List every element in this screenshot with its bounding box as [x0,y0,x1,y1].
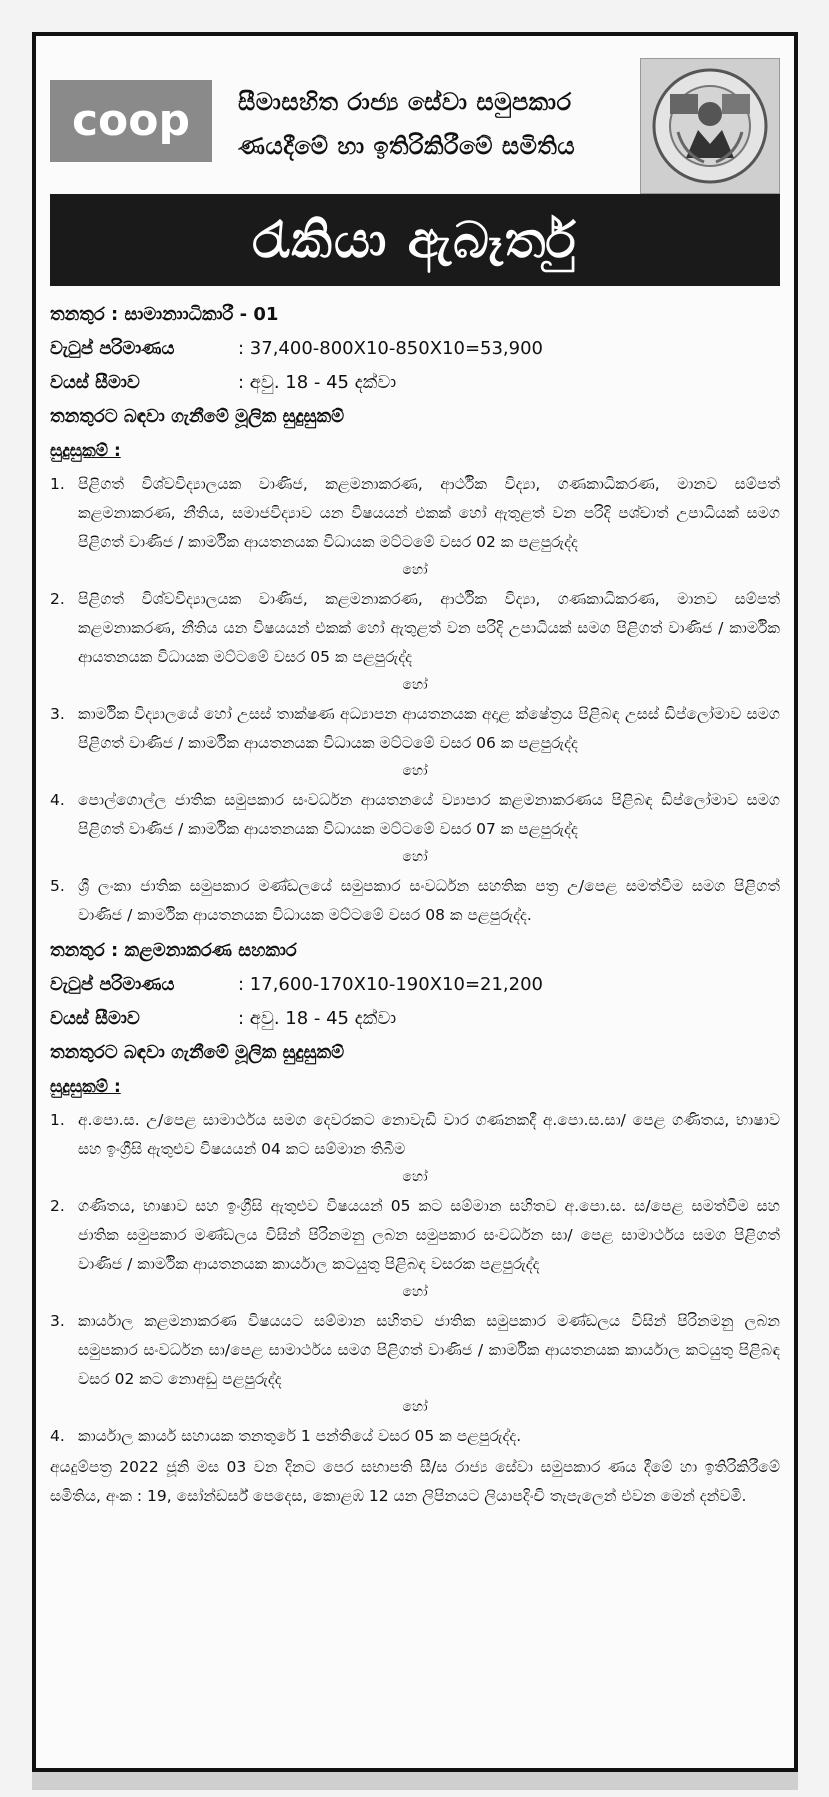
advertisement-frame [32,32,798,1772]
item-number: 1. [50,475,65,493]
post1-salary [50,332,780,366]
post1-age-label: වයස් සීමාව [50,372,140,393]
organization-name-line1: සීමාසහිත රාජ්‍ය සේවා සමුපකාර [238,88,572,116]
application-instructions: අයදුම්පත්‍ර 2022 ජූනි මස 03 වන දිනට පෙර සභාපති සී/ස රාජ්‍ය සේවා සමුපකාර ණය දීමේ හා ඉතිරිකිරීමේ සමිතිය, අංක : 19, සෝන්ඩර්ස් පෙදෙස, කොළඹ 12 යන ලිපිනයට ලියාපදිංචි තැපැලෙන් එවන මෙන් දන්වමි. [50,1458,780,1505]
post1-age [50,366,780,400]
list-item [50,700,780,758]
list-item [50,1307,780,1394]
vacancies-banner [50,194,780,286]
post1-age-value: : අවු. 18 - 45 දක්වා [238,372,397,393]
item-number: 3. [50,1312,65,1330]
society-seal [640,58,780,194]
list-item [50,872,780,930]
post2-age [50,1002,780,1036]
item-number: 2. [50,1197,65,1215]
list-item [50,470,780,557]
item-text: පිළිගත් විශ්වවිද්‍යාලයක වාණිජ, කළමනාකරණ, ආර්ථික විද්‍යා, ගණකාධිකරණ, මානව සම්පත් කළමනාකරණ, නීතිය යන විෂයයන් එකක් හෝ ඇතුළත් වන පරිදි උපාධියක් සමග පිළිගත් වාණිජ / කාර්මික ආයතනයක විධායක මට්ටමේ වසර 05 ක පළපුරුද්ද [78,590,780,666]
item-text: කාර්යාල කාර්ය සහායක තනතුරේ 1 පන්තියේ වසර 05 ක පළපුරුද්ද. [78,1427,522,1445]
item-text: පොල්ගොල්ල ජාතික සමුපකාර සංවර්ධන ආයතනයේ ව්‍යාපාර කළමනාකරණය පිළිබඳ ඩිප්ලෝමාව සමග පිළිගත් වාණිජ / කාර්මික ආයතනයක විධායක මට්ටමේ වසර 07 ක පළපුරුද්ද [78,791,780,838]
post1-quals-heading: සුදුසුකම් : [50,441,121,461]
item-text: පිළිගත් විශ්වවිද්‍යාලයක වාණිජ, කළමනාකරණ, ආර්ථික විද්‍යා, ගණකාධිකරණ, මානව සම්පත් කළමනාකරණ, නීතිය, සමාජවිද්‍යාව යන විෂයයන් එකක් හෝ ඇතුළත් වන පරිදි පශ්චාත් උපාධියක් සමග පිළිගත් වාණිජ / කාර්මික ආයතනයක විධායක මට්ටමේ වසර 02 ක පළපුරුද්ද [78,475,780,551]
post2-salary-value: : 17,600-170X10-190X10=21,200 [238,974,544,995]
or-separator: හෝ [402,1284,428,1300]
coop-logo-icon [66,93,196,149]
or-separator: හෝ [402,562,428,578]
ad-content [50,298,780,1511]
item-number: 1. [50,1111,65,1129]
item-number: 3. [50,705,65,723]
list-item [50,1422,780,1451]
post1-salary-label: වැටුප් පරිමාණය [50,338,175,359]
or-separator: හෝ [402,849,428,865]
item-number: 4. [50,791,65,809]
post2-age-value: : අවු. 18 - 45 දක්වා [238,1008,397,1029]
or-separator: හෝ [402,677,428,693]
post2-salary [50,968,780,1002]
list-item [50,786,780,844]
item-text: කාර්යාල කළමනාකරණ විෂයයට සම්මාන සහිතව ජාතික සමුපකාර මණ්ඩලය විසින් පිරිනමනු ලබන සමුපකාර සංවර්ධන සා/පෙළ සාමාර්ථය සමග පිළිගත් වාණිජ / කාර්මික ආයතනයක කාර්යාල කටයුතු පිළිබඳ වසර 02 කට නොඅඩු පළපුරුද්ද [78,1312,780,1388]
or-separator: හෝ [402,763,428,779]
post2-quals-heading: සුදුසුකම් : [50,1077,121,1097]
item-number: 2. [50,590,65,608]
coop-logo [50,80,212,162]
seal-emblem-icon [648,66,772,186]
bottom-strip [32,1772,798,1790]
item-text: ගණිතය, භාෂාව සහ ඉංග්‍රීසි ඇතුළුව විෂයයන් 05 කට සම්මාන සහිතව අ.පො.ස. ස/පෙළ සමත්වීම සහ ජාතික සමුපකාර මණ්ඩලය විසින් පිරිනමනු ලබන සමුපකාර සංවර්ධන සා/ පෙළ සාමාර්ථය සමග පිළිගත් වාණිජ / කාර්මික ආයතනයක කාර්යාල කටයුතු පිළිබඳ වසරක පළපුරුද්ද [78,1197,780,1273]
item-text: ශ්‍රී ලංකා ජාතික සමුපකාර මණ්ඩලයේ සමුපකාර සංවර්ධන සහතික පත්‍ර උ/පෙළ සමත්වීම සමග පිළිගත් වාණිජ / කාර්මික ආයතනයක විධායක මට්ටමේ වසර 08 ක පළපුරුද්ද. [78,877,780,924]
post1-basic-quals: තනතුරට බඳවා ගැනීමේ මූලික සුදුසුකම් [50,406,345,427]
header [50,50,780,190]
list-item [50,585,780,672]
post1-salary-value: : 37,400-800X10-850X10=53,900 [238,338,544,359]
post2-age-label: වයස් සීමාව [50,1008,140,1029]
organization-name [238,80,618,168]
item-text: අ.පො.ස. උ/පෙළ සාමාර්ථය සමග දෙවරකට නොවැඩි වාර ගණනකදී අ.පො.ස.සා/ පෙළ ගණිතය, භාෂාව සහ ඉංග්‍රීසි ඇතුළුව විෂයයන් 04 කට සම්මාන තිබීම [78,1111,780,1158]
post2-title: තනතුර : කළමනාකරණ සහකාර [50,940,297,961]
or-separator: හෝ [402,1399,428,1415]
post2-salary-label: වැටුප් පරිමාණය [50,974,175,995]
list-item [50,1106,780,1164]
post2-basic-quals: තනතුරට බඳවා ගැනීමේ මූලික සුදුසුකම් [50,1042,345,1063]
item-text: කාර්මික විද්‍යාලයේ හෝ උසස් තාක්ෂණ අධ්‍යාපන ආයතනයක අදාළ ක්ෂේත්‍රය පිළිබඳ උසස් ඩිප්ලෝමාව සමග පිළිගත් වාණිජ / කාර්මික ආයතනයක විධායක මට්ටමේ වසර 06 ක පළපුරුද්ද [78,705,780,752]
organization-name-line2: ණයදීමේ හා ඉතිරිකිරීමේ සමිතිය [238,132,576,160]
item-number: 5. [50,877,65,895]
list-item [50,1192,780,1279]
post1-title: තනතුර : සාමානාාධිකාරී - 01 [50,304,279,325]
or-separator: හෝ [402,1169,428,1185]
banner-title: රැකියා ඇබෑර්තු [252,210,578,269]
item-number: 4. [50,1427,65,1445]
coop-logo-text: coop [71,95,191,146]
